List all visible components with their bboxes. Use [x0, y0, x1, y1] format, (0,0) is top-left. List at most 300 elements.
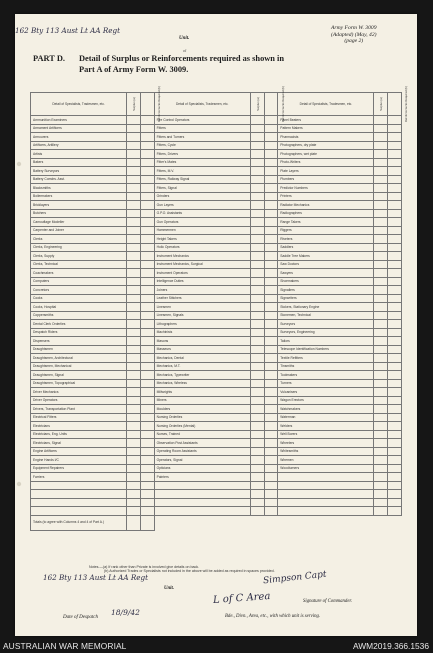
required-cell[interactable] — [140, 498, 154, 507]
surplus-cell[interactable] — [374, 218, 388, 227]
surplus-cell[interactable] — [250, 150, 264, 159]
required-cell[interactable] — [140, 252, 154, 261]
required-cell[interactable] — [140, 286, 154, 295]
surplus-cell[interactable] — [250, 430, 264, 439]
surplus-cell[interactable] — [127, 116, 141, 125]
surplus-cell[interactable] — [250, 235, 264, 244]
required-cell[interactable] — [264, 218, 278, 227]
surplus-cell[interactable] — [127, 269, 141, 278]
required-cell[interactable] — [140, 354, 154, 363]
total-surplus-cell[interactable] — [127, 515, 141, 530]
required-cell[interactable] — [140, 294, 154, 303]
surplus-cell[interactable] — [127, 447, 141, 456]
required-cell[interactable] — [388, 175, 402, 184]
required-cell[interactable] — [140, 362, 154, 371]
required-cell[interactable] — [264, 192, 278, 201]
surplus-cell[interactable] — [374, 311, 388, 320]
trade-cell: Stokers, Stationary Engine — [278, 303, 374, 312]
surplus-cell[interactable] — [374, 498, 388, 507]
required-cell[interactable] — [264, 345, 278, 354]
required-cell[interactable] — [388, 456, 402, 465]
required-cell[interactable] — [140, 201, 154, 210]
required-cell[interactable] — [264, 311, 278, 320]
required-cell[interactable] — [388, 337, 402, 346]
surplus-cell[interactable] — [127, 167, 141, 176]
required-cell[interactable] — [388, 345, 402, 354]
surplus-cell[interactable] — [374, 184, 388, 193]
surplus-cell[interactable] — [127, 413, 141, 422]
surplus-cell[interactable] — [127, 252, 141, 261]
surplus-cell[interactable] — [127, 311, 141, 320]
required-cell[interactable] — [388, 447, 402, 456]
required-cell[interactable] — [388, 413, 402, 422]
required-cell[interactable] — [388, 362, 402, 371]
surplus-cell[interactable] — [250, 371, 264, 380]
surplus-cell[interactable] — [374, 413, 388, 422]
required-cell[interactable] — [140, 473, 154, 482]
surplus-cell[interactable] — [374, 422, 388, 431]
surplus-cell[interactable] — [127, 277, 141, 286]
required-cell[interactable] — [388, 184, 402, 193]
surplus-cell[interactable] — [127, 337, 141, 346]
surplus-cell[interactable] — [127, 201, 141, 210]
required-cell[interactable] — [388, 243, 402, 252]
surplus-cell[interactable] — [374, 133, 388, 142]
surplus-cell[interactable] — [127, 286, 141, 295]
required-cell[interactable] — [264, 175, 278, 184]
surplus-cell[interactable] — [374, 243, 388, 252]
required-cell[interactable] — [264, 209, 278, 218]
required-cell[interactable] — [140, 260, 154, 269]
required-cell[interactable] — [264, 405, 278, 414]
surplus-cell[interactable] — [127, 354, 141, 363]
surplus-cell[interactable] — [374, 277, 388, 286]
required-cell[interactable] — [140, 405, 154, 414]
required-cell[interactable] — [388, 235, 402, 244]
required-cell[interactable] — [388, 473, 402, 482]
required-cell[interactable] — [140, 209, 154, 218]
required-cell[interactable] — [140, 507, 154, 516]
required-cell[interactable] — [264, 490, 278, 499]
required-cell[interactable] — [264, 371, 278, 380]
required-cell[interactable] — [264, 430, 278, 439]
required-cell[interactable] — [388, 464, 402, 473]
required-cell[interactable] — [388, 388, 402, 397]
required-cell[interactable] — [388, 303, 402, 312]
required-cell[interactable] — [388, 294, 402, 303]
required-cell[interactable] — [388, 311, 402, 320]
surplus-cell[interactable] — [374, 201, 388, 210]
required-cell[interactable] — [388, 379, 402, 388]
required-cell[interactable] — [388, 133, 402, 142]
surplus-cell[interactable] — [250, 345, 264, 354]
surplus-cell[interactable] — [250, 362, 264, 371]
required-cell[interactable] — [264, 303, 278, 312]
required-cell[interactable] — [140, 320, 154, 329]
surplus-cell[interactable] — [127, 226, 141, 235]
required-cell[interactable] — [264, 235, 278, 244]
surplus-cell[interactable] — [127, 260, 141, 269]
surplus-cell[interactable] — [374, 260, 388, 269]
total-required-cell[interactable] — [140, 515, 154, 530]
surplus-cell[interactable] — [127, 473, 141, 482]
required-cell[interactable] — [388, 167, 402, 176]
surplus-cell[interactable] — [374, 124, 388, 133]
required-cell[interactable] — [140, 192, 154, 201]
required-cell[interactable] — [264, 388, 278, 397]
required-cell[interactable] — [140, 379, 154, 388]
required-cell[interactable] — [140, 490, 154, 499]
surplus-cell[interactable] — [250, 167, 264, 176]
surplus-cell[interactable] — [250, 396, 264, 405]
surplus-cell[interactable] — [250, 422, 264, 431]
required-cell[interactable] — [140, 277, 154, 286]
surplus-cell[interactable] — [127, 498, 141, 507]
required-cell[interactable] — [140, 413, 154, 422]
surplus-cell[interactable] — [127, 150, 141, 159]
required-cell[interactable] — [264, 507, 278, 516]
required-cell[interactable] — [140, 184, 154, 193]
surplus-cell[interactable] — [374, 490, 388, 499]
surplus-cell[interactable] — [250, 354, 264, 363]
required-cell[interactable] — [264, 379, 278, 388]
required-cell[interactable] — [388, 286, 402, 295]
surplus-cell[interactable] — [127, 456, 141, 465]
surplus-cell[interactable] — [127, 439, 141, 448]
surplus-cell[interactable] — [250, 218, 264, 227]
required-cell[interactable] — [140, 422, 154, 431]
surplus-cell[interactable] — [127, 422, 141, 431]
surplus-cell[interactable] — [374, 362, 388, 371]
surplus-cell[interactable] — [250, 184, 264, 193]
required-cell[interactable] — [140, 150, 154, 159]
required-cell[interactable] — [140, 481, 154, 490]
required-cell[interactable] — [140, 243, 154, 252]
surplus-cell[interactable] — [127, 405, 141, 414]
surplus-cell[interactable] — [250, 388, 264, 397]
trade-cell: Fitters, M.V. — [154, 167, 250, 176]
required-cell[interactable] — [140, 328, 154, 337]
surplus-cell[interactable] — [374, 286, 388, 295]
required-cell[interactable] — [140, 345, 154, 354]
trade-cell: Nurses, Trained — [154, 430, 250, 439]
required-cell[interactable] — [264, 116, 278, 125]
required-cell[interactable] — [140, 388, 154, 397]
trade-cell: Fitters, Drivers — [154, 150, 250, 159]
required-cell[interactable] — [264, 362, 278, 371]
required-cell[interactable] — [388, 124, 402, 133]
surplus-cell[interactable] — [374, 320, 388, 329]
surplus-cell[interactable] — [250, 405, 264, 414]
surplus-cell[interactable] — [250, 413, 264, 422]
required-cell[interactable] — [388, 396, 402, 405]
required-cell[interactable] — [264, 473, 278, 482]
required-cell[interactable] — [140, 167, 154, 176]
required-cell[interactable] — [264, 124, 278, 133]
required-cell[interactable] — [264, 439, 278, 448]
trade-cell: Photo-Writers — [278, 158, 374, 167]
surplus-cell[interactable] — [127, 124, 141, 133]
surplus-cell[interactable] — [127, 158, 141, 167]
required-cell[interactable] — [388, 141, 402, 150]
surplus-cell[interactable] — [250, 498, 264, 507]
surplus-cell[interactable] — [127, 396, 141, 405]
surplus-cell[interactable] — [250, 260, 264, 269]
required-cell[interactable] — [264, 150, 278, 159]
required-cell[interactable] — [140, 337, 154, 346]
surplus-cell[interactable] — [250, 141, 264, 150]
surplus-cell[interactable] — [374, 116, 388, 125]
surplus-cell[interactable] — [374, 507, 388, 516]
surplus-cell[interactable] — [250, 473, 264, 482]
col-header-surplus: Surplus (a) — [255, 97, 260, 111]
required-cell[interactable] — [140, 141, 154, 150]
required-cell[interactable] — [388, 490, 402, 499]
required-cell[interactable] — [264, 464, 278, 473]
required-cell[interactable] — [388, 430, 402, 439]
surplus-cell[interactable] — [127, 209, 141, 218]
surplus-cell[interactable] — [250, 379, 264, 388]
surplus-cell[interactable] — [127, 243, 141, 252]
required-cell[interactable] — [388, 209, 402, 218]
surplus-cell[interactable] — [250, 294, 264, 303]
surplus-cell[interactable] — [374, 158, 388, 167]
surplus-cell[interactable] — [250, 286, 264, 295]
required-cell[interactable] — [388, 507, 402, 516]
surplus-cell[interactable] — [250, 439, 264, 448]
required-cell[interactable] — [140, 456, 154, 465]
surplus-cell[interactable] — [127, 481, 141, 490]
surplus-cell[interactable] — [374, 226, 388, 235]
required-cell[interactable] — [264, 456, 278, 465]
surplus-cell[interactable] — [250, 124, 264, 133]
required-cell[interactable] — [140, 396, 154, 405]
surplus-cell[interactable] — [374, 439, 388, 448]
surplus-cell[interactable] — [250, 447, 264, 456]
required-cell[interactable] — [140, 430, 154, 439]
required-cell[interactable] — [264, 184, 278, 193]
surplus-cell[interactable] — [250, 175, 264, 184]
required-cell[interactable] — [264, 328, 278, 337]
note-line: (b) Authorized Trades or Specialists not included in the above will be added as required in spaces provided. — [104, 569, 275, 574]
surplus-cell[interactable] — [127, 175, 141, 184]
required-cell[interactable] — [388, 269, 402, 278]
surplus-cell[interactable] — [127, 218, 141, 227]
required-cell[interactable] — [140, 218, 154, 227]
required-cell[interactable] — [140, 371, 154, 380]
required-cell[interactable] — [140, 124, 154, 133]
binding-holes — [15, 14, 25, 636]
surplus-cell[interactable] — [127, 141, 141, 150]
required-cell[interactable] — [264, 294, 278, 303]
surplus-cell[interactable] — [127, 464, 141, 473]
surplus-cell[interactable] — [250, 133, 264, 142]
surplus-cell[interactable] — [374, 175, 388, 184]
table-row — [31, 379, 402, 388]
surplus-cell[interactable] — [374, 396, 388, 405]
surplus-cell[interactable] — [374, 388, 388, 397]
surplus-cell[interactable] — [250, 158, 264, 167]
required-cell[interactable] — [264, 354, 278, 363]
required-cell[interactable] — [140, 269, 154, 278]
surplus-cell[interactable] — [374, 141, 388, 150]
surplus-cell[interactable] — [127, 371, 141, 380]
required-cell[interactable] — [388, 328, 402, 337]
surplus-cell[interactable] — [250, 481, 264, 490]
surplus-cell[interactable] — [374, 481, 388, 490]
surplus-cell[interactable] — [250, 226, 264, 235]
required-cell[interactable] — [388, 405, 402, 414]
surplus-cell[interactable] — [127, 345, 141, 354]
trade-cell: Coppersmiths — [31, 311, 127, 320]
required-cell[interactable] — [140, 439, 154, 448]
surplus-cell[interactable] — [374, 209, 388, 218]
surplus-cell[interactable] — [250, 328, 264, 337]
required-cell[interactable] — [264, 277, 278, 286]
surplus-cell[interactable] — [250, 490, 264, 499]
surplus-cell[interactable] — [127, 388, 141, 397]
surplus-cell[interactable] — [127, 490, 141, 499]
required-cell[interactable] — [264, 320, 278, 329]
surplus-cell[interactable] — [127, 184, 141, 193]
surplus-cell[interactable] — [250, 456, 264, 465]
surplus-cell[interactable] — [250, 269, 264, 278]
required-cell[interactable] — [264, 201, 278, 210]
surplus-cell[interactable] — [127, 507, 141, 516]
required-cell[interactable] — [264, 133, 278, 142]
required-cell[interactable] — [264, 167, 278, 176]
required-cell[interactable] — [140, 464, 154, 473]
required-cell[interactable] — [140, 235, 154, 244]
required-cell[interactable] — [388, 354, 402, 363]
required-cell[interactable] — [264, 269, 278, 278]
despatch-date: 18/9/42 — [111, 608, 140, 617]
trade-cell: Clerks, Technical — [31, 260, 127, 269]
surplus-cell[interactable] — [250, 507, 264, 516]
required-cell[interactable] — [388, 439, 402, 448]
trade-cell: Millwrights — [154, 388, 250, 397]
surplus-cell[interactable] — [374, 294, 388, 303]
surplus-cell[interactable] — [374, 456, 388, 465]
surplus-cell[interactable] — [374, 345, 388, 354]
surplus-cell[interactable] — [374, 192, 388, 201]
required-cell[interactable] — [264, 447, 278, 456]
required-cell[interactable] — [140, 447, 154, 456]
required-cell[interactable] — [388, 252, 402, 261]
surplus-cell[interactable] — [374, 430, 388, 439]
required-cell[interactable] — [388, 371, 402, 380]
surplus-cell[interactable] — [250, 243, 264, 252]
required-cell[interactable] — [264, 252, 278, 261]
required-cell[interactable] — [388, 277, 402, 286]
surplus-cell[interactable] — [250, 464, 264, 473]
required-cell[interactable] — [140, 175, 154, 184]
surplus-cell[interactable] — [250, 337, 264, 346]
required-cell[interactable] — [388, 158, 402, 167]
required-cell[interactable] — [264, 243, 278, 252]
surplus-cell[interactable] — [374, 235, 388, 244]
required-cell[interactable] — [140, 116, 154, 125]
table-row — [31, 456, 402, 465]
surplus-cell[interactable] — [374, 473, 388, 482]
required-cell[interactable] — [140, 311, 154, 320]
surplus-cell[interactable] — [374, 354, 388, 363]
required-cell[interactable] — [388, 226, 402, 235]
surplus-cell[interactable] — [250, 116, 264, 125]
required-cell[interactable] — [388, 150, 402, 159]
required-cell[interactable] — [264, 226, 278, 235]
surplus-cell[interactable] — [374, 379, 388, 388]
required-cell[interactable] — [388, 320, 402, 329]
required-cell[interactable] — [264, 396, 278, 405]
required-cell[interactable] — [264, 422, 278, 431]
surplus-cell[interactable] — [127, 133, 141, 142]
surplus-cell[interactable] — [127, 192, 141, 201]
required-cell[interactable] — [388, 201, 402, 210]
surplus-cell[interactable] — [374, 252, 388, 261]
required-cell[interactable] — [264, 158, 278, 167]
surplus-cell[interactable] — [374, 303, 388, 312]
surplus-cell[interactable] — [374, 328, 388, 337]
required-cell[interactable] — [140, 158, 154, 167]
surplus-cell[interactable] — [250, 252, 264, 261]
required-cell[interactable] — [140, 226, 154, 235]
form-ref-line: (Adapted) (May, 42) — [331, 31, 377, 38]
surplus-cell[interactable] — [374, 371, 388, 380]
surplus-cell[interactable] — [250, 277, 264, 286]
surplus-cell[interactable] — [374, 447, 388, 456]
surplus-cell[interactable] — [127, 362, 141, 371]
surplus-cell[interactable] — [127, 235, 141, 244]
surplus-cell[interactable] — [374, 167, 388, 176]
required-cell[interactable] — [264, 413, 278, 422]
required-cell[interactable] — [388, 218, 402, 227]
surplus-cell[interactable] — [127, 303, 141, 312]
surplus-cell[interactable] — [250, 209, 264, 218]
required-cell[interactable] — [388, 260, 402, 269]
surplus-cell[interactable] — [250, 303, 264, 312]
required-cell[interactable] — [264, 141, 278, 150]
surplus-cell[interactable] — [250, 311, 264, 320]
surplus-cell[interactable] — [374, 269, 388, 278]
surplus-cell[interactable] — [127, 320, 141, 329]
required-cell[interactable] — [388, 116, 402, 125]
surplus-cell[interactable] — [250, 201, 264, 210]
surplus-cell[interactable] — [127, 294, 141, 303]
required-cell[interactable] — [388, 422, 402, 431]
required-cell[interactable] — [388, 481, 402, 490]
surplus-cell[interactable] — [250, 192, 264, 201]
table-row — [31, 354, 402, 363]
surplus-cell[interactable] — [374, 337, 388, 346]
surplus-cell[interactable] — [374, 150, 388, 159]
surplus-cell[interactable] — [374, 464, 388, 473]
required-cell[interactable] — [388, 498, 402, 507]
required-cell[interactable] — [264, 286, 278, 295]
surplus-cell[interactable] — [374, 405, 388, 414]
required-cell[interactable] — [264, 498, 278, 507]
surplus-cell[interactable] — [127, 379, 141, 388]
surplus-cell[interactable] — [127, 430, 141, 439]
surplus-cell[interactable] — [127, 328, 141, 337]
required-cell[interactable] — [140, 133, 154, 142]
surplus-cell[interactable] — [250, 320, 264, 329]
required-cell[interactable] — [140, 303, 154, 312]
required-cell[interactable] — [264, 260, 278, 269]
required-cell[interactable] — [388, 192, 402, 201]
required-cell[interactable] — [264, 481, 278, 490]
required-cell[interactable] — [264, 337, 278, 346]
